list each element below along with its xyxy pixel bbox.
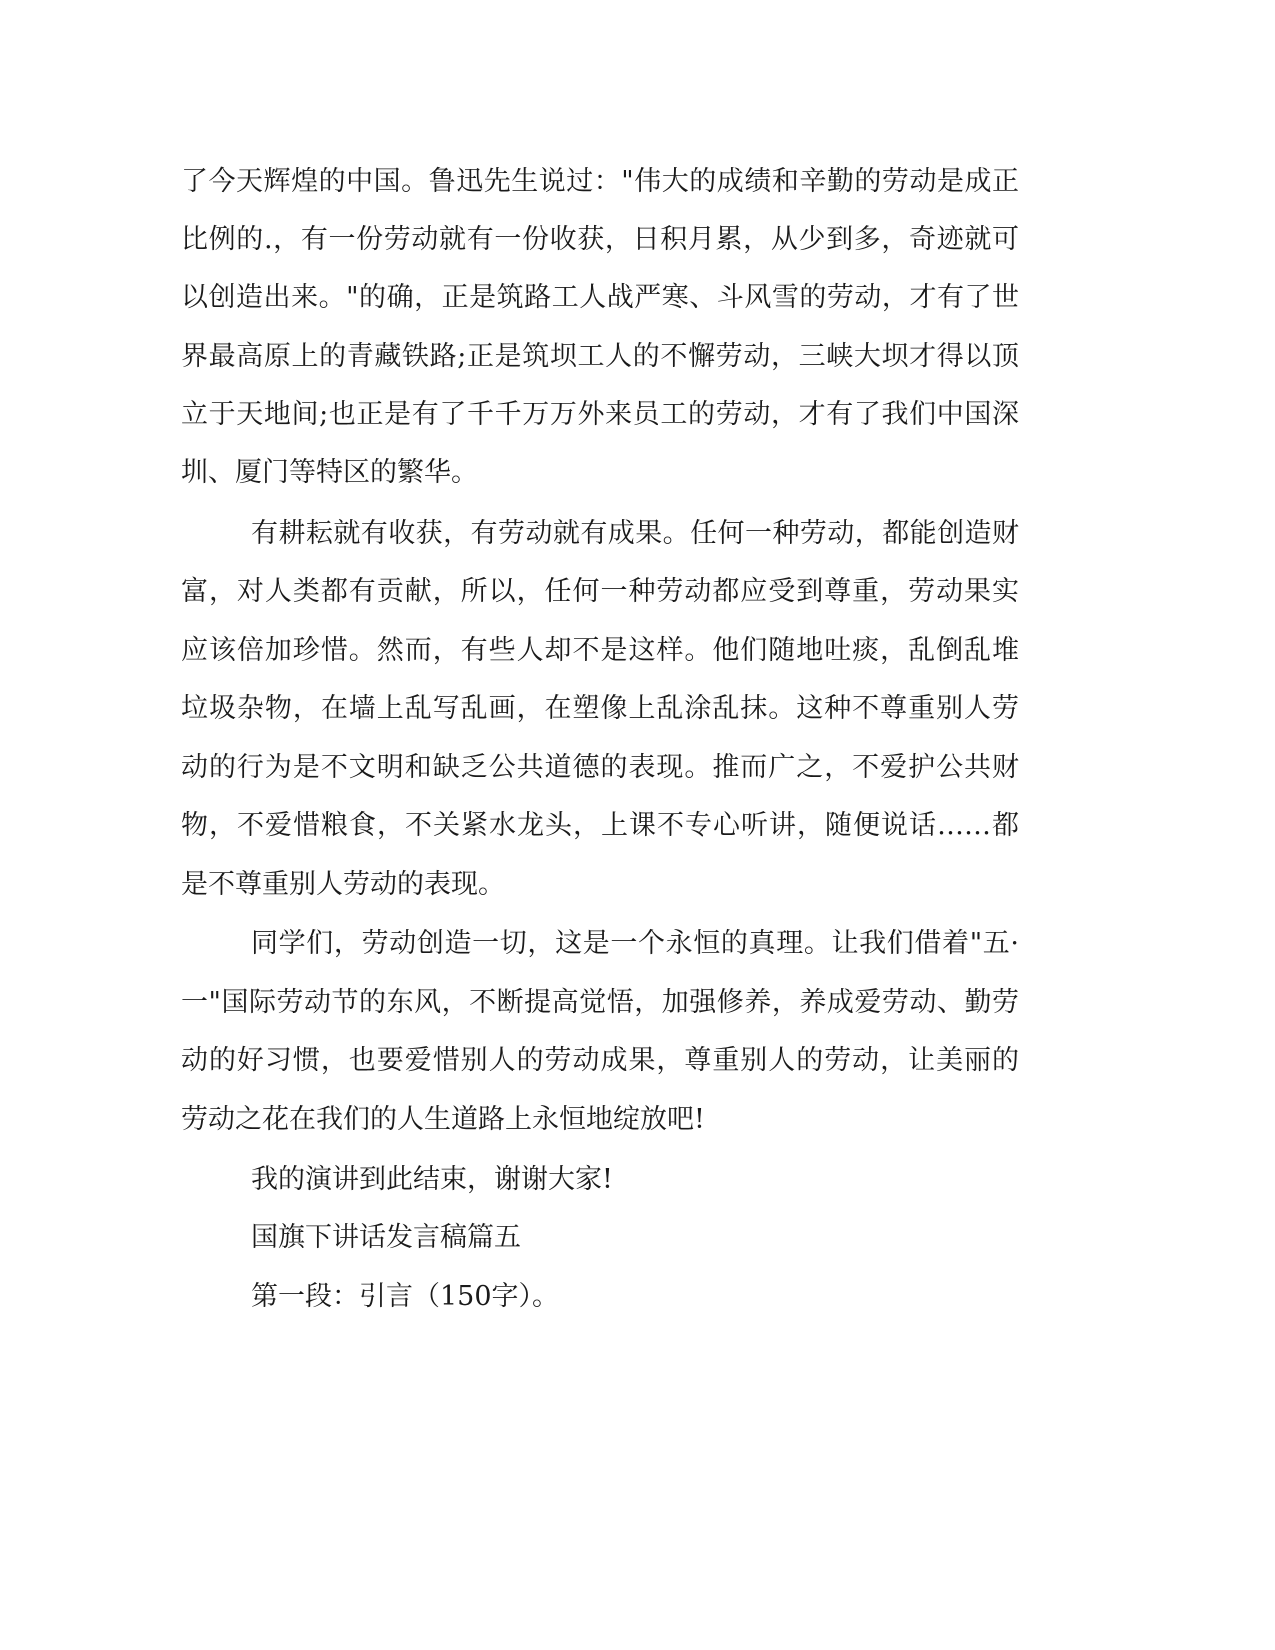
text-line: 比例的.，有一份劳动就有一份收获，日积月累，从少到多，奇迹就可 <box>181 224 1019 255</box>
paragraph-first-line: 同学们，劳动创造一切，这是一个永恒的真理。让我们借着"五· <box>251 928 1019 959</box>
closing-line: 我的演讲到此结束，谢谢大家! <box>251 1164 613 1195</box>
text-line: 物，不爱惜粮食，不关紧水龙头，上课不专心听讲，随便说话……都 <box>181 810 1019 841</box>
paragraph-first-line: 有耕耘就有收获，有劳动就有成果。任何一种劳动，都能创造财 <box>251 518 1019 549</box>
text-line: 立于天地间;也正是有了千千万万外来员工的劳动，才有了我们中国深 <box>181 399 1019 430</box>
text-line: 圳、厦门等特区的繁华。 <box>181 457 478 488</box>
text-line: 动的行为是不文明和缺乏公共道德的表现。推而广之，不爱护公共财 <box>181 752 1019 783</box>
text-line: 了今天辉煌的中国。鲁迅先生说过："伟大的成绩和辛勤的劳动是成正 <box>181 166 1019 197</box>
section-heading: 第一段：引言（150字）。 <box>251 1281 560 1312</box>
section-title: 国旗下讲话发言稿篇五 <box>251 1222 521 1253</box>
text-line: 是不尊重别人劳动的表现。 <box>181 869 505 900</box>
text-line: 一"国际劳动节的东风，不断提高觉悟，加强修养，养成爱劳动、勤劳 <box>181 987 1019 1018</box>
text-line: 应该倍加珍惜。然而，有些人却不是这样。他们随地吐痰，乱倒乱堆 <box>181 635 1019 666</box>
text-line: 垃圾杂物，在墙上乱写乱画，在塑像上乱涂乱抹。这种不尊重别人劳 <box>181 693 1019 724</box>
text-line: 以创造出来。"的确，正是筑路工人战严寒、斗风雪的劳动，才有了世 <box>181 282 1019 313</box>
text-line: 界最高原上的青藏铁路;正是筑坝工人的不懈劳动，三峡大坝才得以顶 <box>181 341 1019 372</box>
text-line: 劳动之花在我们的人生道路上永恒地绽放吧! <box>181 1104 705 1135</box>
text-line: 富，对人类都有贡献，所以，任何一种劳动都应受到尊重，劳动果实 <box>181 576 1019 607</box>
text-line: 动的好习惯，也要爱惜别人的劳动成果，尊重别人的劳动，让美丽的 <box>181 1045 1019 1076</box>
